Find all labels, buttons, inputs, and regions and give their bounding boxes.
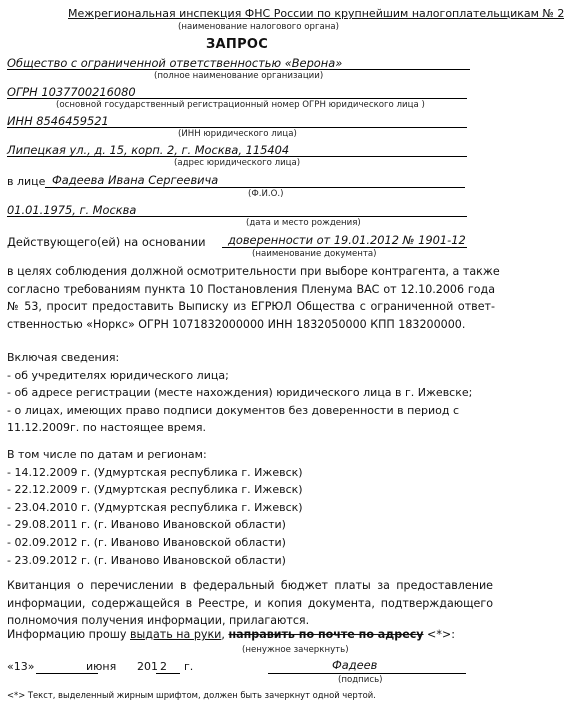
organization-name: Общество с ограниченной ответственностью «Верона» bbox=[7, 56, 343, 70]
receipt-paragraph bbox=[7, 577, 493, 630]
person-prefix: в лице bbox=[7, 175, 46, 188]
basis-document: доверенности от 19.01.2012 № 1901-12 bbox=[228, 233, 466, 247]
receipt-line: информации, содержащейся в Реестре, и копия документа, подтверждающего bbox=[7, 596, 493, 610]
footnote: <*> Текст, выделенный жирным шрифтом, должен быть зачеркнут одной чертой. bbox=[7, 690, 376, 700]
request-line: согласно требованиям пункта 10 Постановления Пленума ВАС от 12.10.2006 года bbox=[7, 282, 495, 296]
birth-line bbox=[7, 216, 467, 217]
dates-item: - 23.09.2012 г. (г. Иваново Ивановской области) bbox=[7, 553, 286, 567]
signature-line bbox=[268, 673, 466, 674]
dates-item: - 29.08.2011 г. (г. Иваново Ивановской области) bbox=[7, 518, 286, 532]
inn-line bbox=[7, 127, 467, 128]
delivery-suffix: <*>: bbox=[423, 628, 455, 641]
dates-item: - 14.12.2009 г. (Удмуртская республика г. Ижевск) bbox=[7, 465, 303, 479]
basis-label: Действующего(ей) на основании bbox=[7, 235, 206, 249]
dates-heading: В том числе по датам и регионам: bbox=[7, 448, 207, 461]
includes-item: - о лицах, имеющих право подписи документов без доверенности в период с bbox=[7, 403, 460, 417]
ogrn-caption: (основной государственный регистрационный номер ОГРН юридического лица ) bbox=[56, 100, 425, 110]
person-name-caption: (Ф.И.О.) bbox=[248, 189, 284, 199]
dates-item: - 22.12.2009 г. (Удмуртская республика г. Ижевск) bbox=[7, 483, 303, 497]
dates-item: - 02.09.2012 г. (г. Иваново Ивановской области) bbox=[7, 535, 286, 549]
inn-value: ИНН 8546459521 bbox=[7, 114, 109, 128]
signature-year-line bbox=[156, 673, 180, 674]
request-paragraph bbox=[7, 263, 500, 333]
organization-name-line bbox=[7, 69, 470, 70]
includes-section bbox=[7, 349, 472, 437]
inn-caption: (ИНН юридического лица) bbox=[178, 129, 297, 139]
request-line: в целях соблюдения должной осмотрительности при выборе контрагента, а также bbox=[7, 265, 500, 278]
person-name-line bbox=[45, 187, 465, 188]
dates-section bbox=[7, 446, 303, 569]
organization-name-caption: (полное наименование организации) bbox=[154, 71, 324, 81]
delivery-option-post: направить по почте по адресу bbox=[228, 628, 424, 641]
receipt-line: полномочия получения информации, прилагаются. bbox=[7, 614, 310, 628]
signature-name: Фадеев bbox=[332, 658, 378, 672]
tax-authority-caption: (наименование налогового органа) bbox=[178, 22, 339, 32]
birth-caption: (дата и место рождения) bbox=[246, 218, 361, 228]
request-line: ственностью «Норкс» ОГРН 1071832000000 ИНН 1832050000 КПП 183200000. bbox=[7, 317, 466, 331]
signature-caption: (подпись) bbox=[338, 675, 383, 685]
includes-heading: Включая сведения: bbox=[7, 351, 120, 364]
signature-month: июня bbox=[86, 660, 117, 673]
request-line: № 53, просит предоставить Выписку из ЕГРЮЛ Общества с ограниченной ответ- bbox=[7, 300, 495, 314]
birth-value: 01.01.1975, г. Москва bbox=[7, 203, 137, 217]
ogrn-value: ОГРН 1037700216080 bbox=[7, 85, 136, 99]
includes-item: 11.12.2009г. по настоящее время. bbox=[7, 421, 206, 435]
signature-year-prefix: 201 bbox=[137, 660, 158, 673]
signature-day: «13» bbox=[7, 660, 35, 673]
delivery-prefix: Информацию прошу bbox=[7, 628, 130, 641]
includes-item: - об адресе регистрации (месте нахождения) юридического лица в г. Ижевске; bbox=[7, 386, 473, 400]
tax-authority-name: Межрегиональная инспекция ФНС России по крупнейшим налогоплательщикам № 2 bbox=[68, 7, 564, 20]
basis-line bbox=[222, 247, 467, 248]
address-value: Липецкая ул., д. 15, корп. 2, г. Москва, 115404 bbox=[7, 143, 290, 157]
basis-caption: (наименование документа) bbox=[252, 249, 377, 259]
delivery-line bbox=[7, 628, 455, 641]
dates-item: - 23.04.2010 г. (Удмуртская республика г. Ижевск) bbox=[7, 500, 303, 514]
ogrn-line bbox=[7, 98, 467, 99]
signature-year-suffix: 2 bbox=[160, 660, 167, 673]
signature-year-unit: г. bbox=[184, 660, 194, 673]
delivery-separator: , bbox=[221, 628, 229, 641]
address-line bbox=[7, 156, 467, 157]
delivery-caption: (ненужное зачеркнуть) bbox=[242, 645, 349, 655]
address-caption: (адрес юридического лица) bbox=[174, 158, 301, 168]
signature-day-line bbox=[36, 673, 98, 674]
delivery-option-hand: выдать на руки bbox=[130, 628, 222, 641]
includes-item: - об учредителях юридического лица; bbox=[7, 368, 229, 382]
receipt-line: Квитанция о перечислении в федеральный бюджет платы за предоставление bbox=[7, 579, 493, 592]
person-name: Фадеева Ивана Сергеевича bbox=[52, 173, 219, 187]
document-title: ЗАПРОС bbox=[206, 37, 269, 52]
